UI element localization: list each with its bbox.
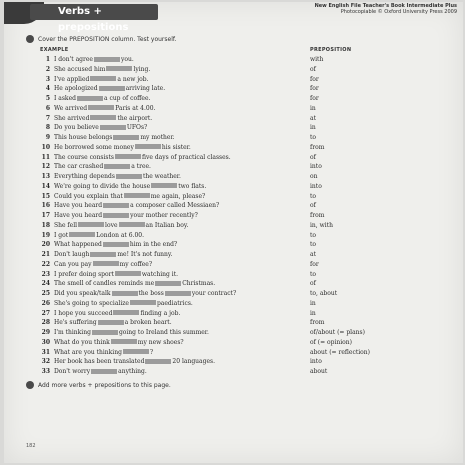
exercise-row	[40, 240, 440, 250]
preposition-answer: in	[310, 104, 316, 112]
example-sentence	[54, 348, 153, 358]
preposition-answer: for	[310, 95, 319, 102]
sentence-part: a cup of coffee.	[103, 95, 151, 102]
sentence-part: What happened	[54, 241, 102, 249]
sentence-part: I prefer doing sport	[54, 270, 114, 278]
exercise-row	[40, 299, 440, 309]
row-number: 1	[45, 56, 50, 63]
row-number: 26	[41, 299, 50, 307]
preposition-answer: at	[310, 251, 316, 258]
exercise-row	[40, 231, 440, 241]
example-sentence	[54, 114, 152, 124]
exercise-list	[40, 55, 440, 377]
preposition-answer: in, with	[310, 221, 333, 229]
sentence-part: He apologized	[54, 85, 98, 93]
row-number: 21	[41, 251, 50, 258]
example-sentence	[54, 299, 193, 309]
footer-instruction	[26, 381, 171, 389]
exercise-row	[40, 65, 440, 75]
example-sentence	[54, 270, 178, 280]
preposition-answer: for	[310, 85, 319, 93]
sentence-part: I got	[54, 231, 69, 239]
exercise-row	[40, 133, 440, 143]
example-sentence	[54, 231, 144, 241]
preposition-answer: to	[310, 231, 317, 239]
covered-blank	[113, 135, 139, 140]
preposition-answer: of (= opinion)	[310, 338, 352, 346]
covered-blank	[104, 164, 130, 169]
preposition-answer: with	[310, 56, 324, 63]
copyright-line: Photocopiable © Oxford University Press 2009	[340, 9, 457, 15]
sentence-part: an Italian boy.	[145, 221, 189, 229]
sentence-part: me! It's not funny.	[117, 251, 173, 258]
sentence-part: I've applied	[54, 75, 90, 83]
sentence-part: Could you explain that	[54, 192, 123, 200]
example-sentence	[54, 289, 236, 299]
exercise-row	[40, 221, 440, 231]
preposition-answer: from	[310, 143, 325, 151]
preposition-answer: on	[310, 173, 318, 180]
covered-blank	[151, 183, 177, 188]
sentence-part: Can you pay	[54, 260, 92, 268]
sentence-part: UFOs?	[126, 124, 148, 132]
sentence-part: Don't laugh	[54, 251, 90, 258]
footer-instruction-text: Add more verbs + prepositions to this page.	[38, 382, 171, 389]
preposition-answer: about	[310, 368, 328, 375]
row-number: 19	[41, 231, 50, 239]
covered-blank	[92, 330, 118, 335]
row-number: 25	[41, 290, 50, 297]
covered-blank	[90, 115, 116, 120]
exercise-row	[40, 182, 440, 192]
covered-blank	[77, 96, 103, 101]
row-number: 11	[41, 153, 50, 161]
preposition-answer: of	[310, 153, 316, 161]
preposition-answer: of	[310, 202, 316, 210]
example-sentence	[54, 221, 188, 231]
book-title-line: New English File Teacher's Book Intermediate Plus	[314, 3, 457, 9]
row-number: 5	[45, 95, 50, 102]
row-number: 33	[41, 368, 50, 375]
exercise-row	[40, 162, 440, 172]
example-sentence	[54, 279, 215, 289]
covered-blank	[112, 291, 138, 296]
covered-blank	[100, 125, 126, 130]
covered-blank	[145, 359, 171, 364]
row-number: 24	[41, 280, 50, 288]
section-title: Verbs + prepositions	[58, 6, 129, 33]
sentence-part: the airport.	[117, 114, 153, 122]
exercise-row	[40, 309, 440, 319]
exercise-row	[40, 260, 440, 270]
covered-blank	[78, 222, 104, 227]
preposition-answer: of	[310, 280, 316, 288]
example-sentence	[54, 104, 155, 114]
bullet-icon	[26, 35, 34, 43]
book-info	[315, 3, 457, 15]
example-sentence	[54, 143, 191, 153]
sentence-part: The smell of candles reminds me	[54, 280, 155, 288]
row-number: 17	[41, 212, 50, 219]
exercise-row	[40, 289, 440, 299]
sentence-part: This house belongs	[54, 134, 113, 141]
covered-blank	[111, 339, 137, 344]
sentence-part: What are you thinking	[54, 348, 122, 356]
covered-blank	[123, 349, 149, 354]
example-sentence	[54, 211, 198, 221]
sentence-part: a new job.	[117, 75, 149, 83]
sentence-part: Don't worry	[54, 368, 91, 375]
sentence-part: my new shoes?	[137, 338, 184, 346]
sentence-part: your mother recently?	[130, 212, 198, 219]
row-number: 10	[41, 143, 50, 151]
exercise-row	[40, 153, 440, 163]
sentence-part: arriving late.	[125, 85, 166, 93]
exercise-row	[40, 270, 440, 280]
sentence-part: He borrowed some money	[54, 143, 134, 151]
example-sentence	[54, 94, 150, 104]
sentence-part: The car crashed	[54, 163, 104, 171]
preposition-answer: into	[310, 163, 322, 171]
sentence-part: London at 6.00.	[96, 231, 145, 239]
covered-blank	[99, 86, 125, 91]
sentence-part: I hope you succeed	[54, 309, 113, 317]
exercise-row	[40, 250, 440, 260]
column-header-preposition: PREPOSITION	[310, 47, 352, 53]
preposition-answer: to	[310, 134, 317, 141]
sentence-part: me again, please?	[150, 192, 206, 200]
sentence-part: Have you heard	[54, 212, 103, 219]
row-number: 7	[45, 114, 50, 122]
column-header-example: EXAMPLE	[40, 47, 69, 53]
exercise-row	[40, 348, 440, 358]
sentence-part: five days of practical classes.	[141, 153, 231, 161]
sentence-part: Did you speak/talk	[54, 290, 111, 297]
sentence-part: going to Ireland this summer.	[118, 329, 209, 336]
row-number: 31	[41, 348, 50, 356]
row-number: 14	[41, 182, 50, 190]
exercise-row	[40, 318, 440, 328]
sentence-part: ?	[149, 348, 154, 356]
example-sentence	[54, 65, 150, 75]
covered-blank	[103, 242, 129, 247]
sentence-part: 20 languages.	[172, 358, 215, 366]
row-number: 15	[41, 192, 50, 200]
preposition-answer: for	[310, 75, 319, 83]
example-sentence	[54, 182, 206, 192]
exercise-row	[40, 201, 440, 211]
sentence-part: I don't agree	[54, 56, 93, 63]
example-sentence	[54, 133, 175, 143]
row-number: 20	[41, 241, 50, 249]
sentence-part: his sister.	[161, 143, 191, 151]
example-sentence	[54, 75, 149, 85]
sentence-part: Do you believe	[54, 124, 99, 132]
section-header	[30, 4, 158, 33]
exercise-row	[40, 114, 440, 124]
covered-blank	[130, 300, 156, 305]
covered-blank	[165, 291, 191, 296]
example-sentence	[54, 192, 205, 202]
sentence-part: a composer called Messiaen?	[130, 202, 220, 210]
example-sentence	[54, 55, 134, 65]
sentence-part: two flats.	[178, 182, 207, 190]
example-sentence	[54, 357, 215, 367]
preposition-answer: to	[310, 270, 317, 278]
row-number: 28	[41, 319, 50, 327]
example-sentence	[54, 153, 231, 163]
exercise-row	[40, 104, 440, 114]
covered-blank	[94, 57, 120, 62]
exercise-row	[40, 94, 440, 104]
covered-blank	[155, 281, 181, 286]
preposition-answer: into	[310, 182, 322, 190]
sentence-part: finding a job.	[140, 309, 181, 317]
exercise-row	[40, 328, 440, 338]
preposition-answer: of	[310, 65, 316, 73]
covered-blank	[116, 174, 142, 179]
sentence-part: What do you think	[54, 338, 110, 346]
row-number: 6	[45, 104, 50, 112]
example-sentence	[54, 309, 180, 319]
row-number: 3	[45, 75, 50, 83]
sentence-part: him in the end?	[129, 241, 178, 249]
sentence-part: She fell	[54, 221, 78, 229]
row-number: 12	[41, 163, 50, 171]
sentence-part: He's suffering	[54, 319, 97, 327]
preposition-answer: of/about (= plans)	[310, 329, 365, 336]
covered-blank	[103, 213, 129, 218]
sentence-part: you.	[120, 56, 134, 63]
preposition-answer: at	[310, 114, 316, 122]
example-sentence	[54, 250, 172, 260]
sentence-part: Her book has been translated	[54, 358, 145, 366]
example-sentence	[54, 328, 209, 338]
covered-blank	[113, 310, 139, 315]
row-number: 8	[45, 124, 50, 132]
covered-blank	[119, 222, 145, 227]
sentence-part: She accused him	[54, 65, 106, 73]
preposition-answer: about (= reflection)	[310, 348, 370, 356]
sentence-part: We arrived	[54, 104, 88, 112]
sentence-part: a tree.	[131, 163, 151, 171]
row-number: 16	[41, 202, 50, 210]
row-number: 32	[41, 358, 50, 366]
exercise-row	[40, 123, 440, 133]
sentence-part: She's going to specialize	[54, 299, 129, 307]
exercise-row	[40, 367, 440, 377]
exercise-row	[40, 192, 440, 202]
preposition-answer: in	[310, 309, 316, 317]
preposition-answer: to, about	[310, 290, 338, 297]
covered-blank	[115, 154, 141, 159]
sentence-part: the weather.	[142, 173, 181, 180]
sentence-part: anything.	[118, 368, 147, 375]
sentence-part: watching it.	[141, 270, 179, 278]
covered-blank	[90, 76, 116, 81]
preposition-answer: for	[310, 260, 319, 268]
covered-blank	[124, 193, 150, 198]
row-number: 30	[41, 338, 50, 346]
example-sentence	[54, 84, 165, 94]
sentence-part: The course consists	[54, 153, 114, 161]
row-number: 4	[45, 85, 50, 93]
covered-blank	[69, 232, 95, 237]
sentence-part: your contract?	[191, 290, 237, 297]
covered-blank	[135, 144, 161, 149]
example-sentence	[54, 240, 177, 250]
sentence-part: I asked	[54, 95, 76, 102]
covered-blank	[98, 320, 124, 325]
sentence-part: a broken heart.	[124, 319, 172, 327]
sentence-part: the boss	[138, 290, 164, 297]
row-number: 18	[41, 221, 50, 229]
sentence-part: I'm thinking	[54, 329, 91, 336]
example-sentence	[54, 367, 147, 377]
sentence-part: Everything depends	[54, 173, 115, 180]
preposition-answer: to	[310, 192, 317, 200]
covered-blank	[90, 252, 116, 257]
example-sentence	[54, 172, 181, 182]
sentence-part: my coffee?	[119, 260, 153, 268]
sentence-part: We're going to divide the house	[54, 182, 151, 190]
exercise-row	[40, 55, 440, 65]
preposition-answer: into	[310, 358, 322, 366]
example-sentence	[54, 162, 151, 172]
row-number: 29	[41, 329, 50, 336]
row-number: 9	[45, 134, 50, 141]
covered-blank	[88, 105, 114, 110]
row-number: 13	[41, 173, 50, 180]
sentence-part: She arrived	[54, 114, 90, 122]
preposition-answer: in	[310, 299, 316, 307]
row-number: 23	[41, 270, 50, 278]
sentence-part: paediatrics.	[156, 299, 193, 307]
row-number: 27	[41, 309, 50, 317]
exercise-row	[40, 211, 440, 221]
sentence-part: my mother.	[140, 134, 175, 141]
covered-blank	[103, 203, 129, 208]
exercise-row	[40, 357, 440, 367]
sentence-part: Christmas.	[182, 280, 216, 288]
page-number: 182	[26, 443, 36, 449]
sentence-part: Have you heard	[54, 202, 103, 210]
sentence-part: lying.	[133, 65, 151, 73]
covered-blank	[93, 261, 119, 266]
sentence-part: love	[105, 221, 118, 229]
exercise-row	[40, 143, 440, 153]
example-sentence	[54, 338, 184, 348]
covered-blank	[91, 369, 117, 374]
exercise-row	[40, 338, 440, 348]
preposition-answer: to	[310, 241, 317, 249]
example-sentence	[54, 123, 147, 133]
instruction-text: Cover the PREPOSITION column. Test yourself.	[38, 36, 177, 43]
covered-blank	[115, 271, 141, 276]
row-number: 22	[41, 260, 50, 268]
example-sentence	[54, 260, 152, 270]
covered-blank	[106, 66, 132, 71]
bullet-icon	[26, 381, 34, 389]
exercise-row	[40, 75, 440, 85]
preposition-answer: from	[310, 212, 325, 219]
preposition-answer: in	[310, 124, 316, 132]
instruction	[26, 35, 176, 43]
exercise-row	[40, 84, 440, 94]
row-number: 2	[45, 65, 50, 73]
exercise-row	[40, 172, 440, 182]
sentence-part: Paris at 4.00.	[115, 104, 156, 112]
example-sentence	[54, 318, 172, 328]
preposition-answer: from	[310, 319, 325, 327]
example-sentence	[54, 201, 219, 211]
exercise-row	[40, 279, 440, 289]
